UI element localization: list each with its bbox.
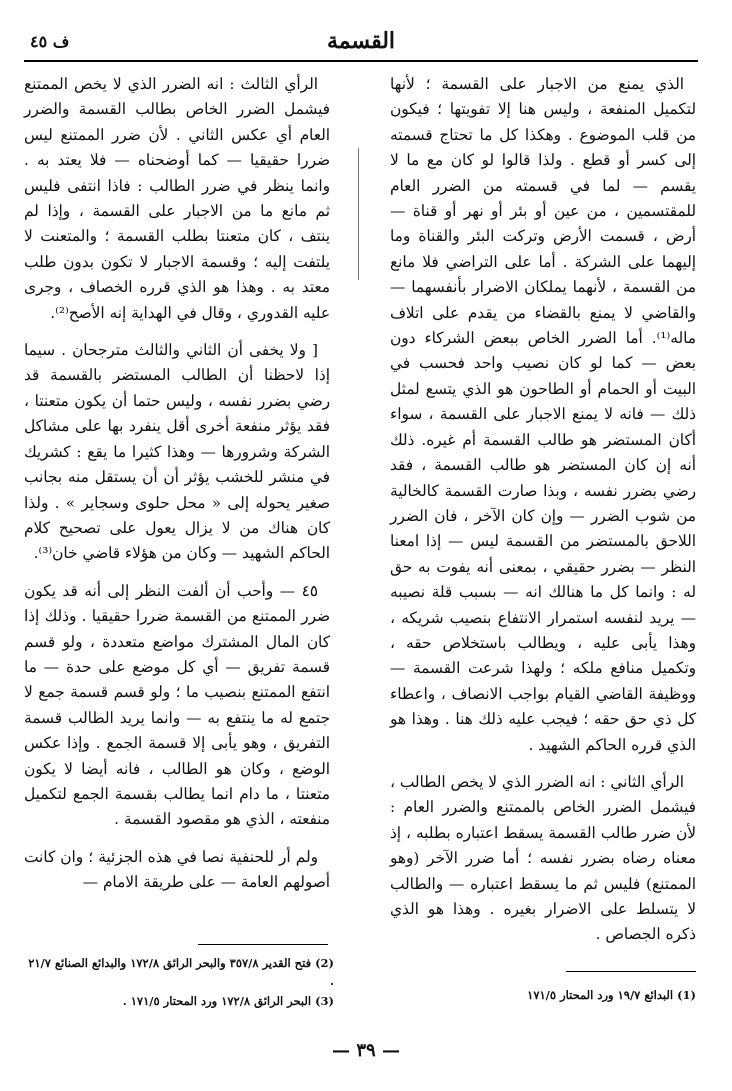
paragraph: الرأي الثاني : انه الضرر الذي لا يخص الطالب ، فيشمل الضرر الخاص بالممتنع والضرر العام : لأن ضرر طالب القسمة يسقط اعتباره بطلبه ، إذ معناه رضاه بضرر نفسه ؛ أما ضرر الآخر (وهو الممتنع) فليس ثم ما يسقط اعتباره — والطالب لا يتسلط على الاضرار بغيره . وهذا هو الذي ذكره الجصاص . (390, 772, 696, 944)
footnote: (2) فتح القدير ٣٥٧/٨ والبحر الرائق ١٧٢/٨ والبدائع الصنائع ٢١/٧ . (28, 956, 334, 988)
section-marker: ف ٤٥ (30, 32, 70, 51)
right-column (390, 72, 696, 948)
footnote-rule (566, 971, 696, 972)
footnotes-right (396, 986, 696, 1006)
footnote-rule (198, 944, 328, 945)
margin-mark (358, 148, 359, 280)
running-title: القسمة (326, 28, 396, 54)
paragraph: [ ولا يخفى أن الثاني والثالث مترجحان . سيما إذا لاحظنا أن الطالب المستضر بالقسمة قد رضي بضرر نفسه ، وليس حتما أن يكون متعنتا ، فقد يؤثر منفعة أخرى أقل ينفرد بها على مشاكل الشركة وشرورها — وهذا كثيرا ما يقع : كشريك في منشر للخشب يؤثر أن أن يستقل منه بجانب صغير يحوله إلى « محل حلوى وسجاير » . ولذا كان هناك من لا يزال يعول على تصحيح كلام الحاكم الشهيد — وكان من هؤلاء قاضي خان⁽³⁾. (24, 341, 330, 563)
footnote: (1) البدائع ١٩/٧ ورد المحتار ١٧١/٥ (527, 988, 696, 1002)
paragraph: الرأي الثالث : انه الضرر الذي لا يخص الممتنع فيشمل الضرر الخاص بطالب القسمة والضرر العام أي عكس الثاني . لأن ضرر الممتنع ليس ضررا حقيقيا — كما أوضحناه — فلا يعتد به . وانما ينظر في ضرر الطالب : فاذا انتفى فليس ثم مانع ما من الاجبار على القسمة ، وإذا لم ينتف ، كان متعنتا بطلب القسمة ؛ والمتعنت لا يلتفت إليه ؛ وقسمة الاجبار لا تكون بدون طلب معتد به . وهذا هو الذي قرره الخصاف ، وجرى عليه القدوري ، وقال في الهداية إنه الأصح⁽²⁾. (24, 75, 330, 322)
header-rule (24, 60, 698, 62)
paragraph: ولم أر للحنفية نصا في هذه الجزئية ؛ وان كانت أصولهم العامة — على طريقة الامام — (24, 847, 330, 892)
paragraph: ٤٥ — وأحب أن ألفت النظر إلى أنه قد يكون ضرر الممتنع من القسمة ضررا حقيقيا . وذلك إذا كان المال المشترك مواضع متعددة ، ولو قسم قسمة تفريق — أي كل موضع على حدة — ما انتفع الممتنع بنصيب ما ؛ ولو قسم قسمة جمع لا جتمع له ما ينتفع به — وانما يريد الطالب قسمة التفريق ، وهو يأبى إلا قسمة الجمع . وإذا عكس الوضع ، وكان هو الطالب ، فانه أيضا لا يكون متعنتا ، ما دام انما يطالب بقسمة الجمع لتكميل منفعته ، الذي هو مقصود القسمة . (24, 581, 330, 829)
footnote: (3) البحر الرائق ١٧٢/٨ ورد المحتار ١٧١/٥ . (122, 994, 334, 1008)
page-header (24, 28, 698, 62)
paragraph: الذي يمنع من الاجبار على القسمة ؛ لأنها لتكميل المنفعة ، وليس هنا إلا تفويتها ؛ فيكون من قلب الموضوع . وهكذا كل ما تحتاج قسمته إلى كسر أو قطع . ولذا قالوا لو كان مع ما لا يقسم — لما في قسمته من الضرر العام للمقتسمين ، من عين أو بئر أو نهر أو قناة — أرض ، قسمت الأرض وتركت البئر والقناة وما إليهما على الشركة . أما على التراضي فلا مانع من القسمة ، لأنهما يملكان الاضرار بأنفسهما — والقاضي لا يمنع بالقضاء من يقدم على اتلاف ماله⁽¹⁾. أما الضرر الخاص ببعض الشركاء دون بعض — كما لو كان نصيب واحد فحسب في البيت أو الحمام أو الطاحون هو الذي يتسع لمثل ذلك — فانه لا يمنع الاجبار على القسمة ، سواء أكان المستضر هو طالب القسمة أم غيره. ذلك أنه إن كان المستضر هو طالب القسمة ، فقد رضي بضرر نفسه ، وبذا صارت القسمة كالخالية من شوب الضرر — وإن كان الآخر ، فان الضرر اللاحق بالمستضر من القسمة ليس — إذا امعنا النظر — بضرر حقيقي ، بمعنى أنه يفوت به حق له : وانما كل ما هنالك انه — بسبب قلة نصيبه — يريد لنفسه استمرار الانتفاع بنصيب شريكه ، وهذا يأبى عليه ، ويطالب باستخلاص حقه ، وتكميل منافع ملكه ؛ ولهذا شرعت القسمة — ووظيفة القاضي القيام بواجب الانصاف ، واعطاء كل ذي حق حقه ؛ فيجب عليه ذلك هنا . وهذا هو الذي قرره الحاكم الشهيد . (390, 75, 696, 754)
page-number: — ٣٩ — (332, 1040, 400, 1061)
left-column (24, 72, 330, 896)
footnotes-left (24, 954, 334, 1012)
